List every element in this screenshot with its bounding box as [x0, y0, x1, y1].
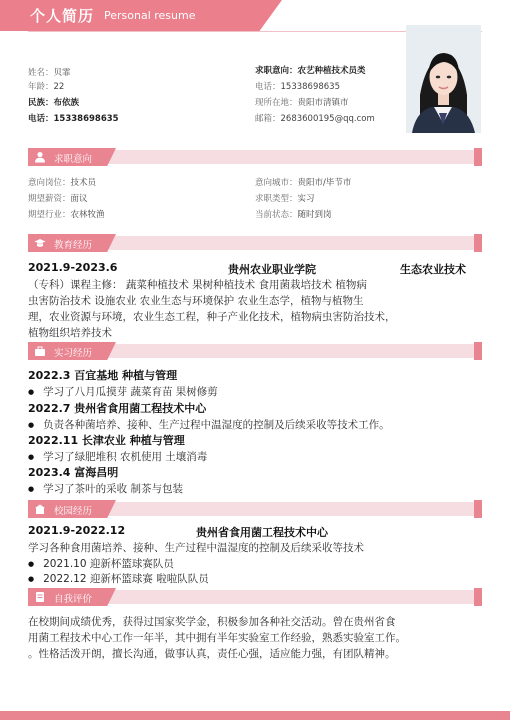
section-title: 求职意向 [54, 154, 93, 165]
position-value: 技术员 [70, 178, 97, 188]
phone-label: 电话： [28, 114, 54, 124]
position-label: 意向岗位： [28, 178, 71, 188]
email-value: 2683600195@qq.com [280, 114, 375, 124]
section-header-self-eval [28, 588, 482, 606]
address-label: 现所在地： [255, 98, 298, 108]
internship-detail: ● 学习了茶叶的采收 制茶与包装 [28, 481, 183, 496]
briefcase-icon [34, 345, 46, 357]
education-course-line: 植物组织培养技术 [28, 327, 112, 339]
footer-bar [0, 711, 510, 720]
section-title: 校园经历 [54, 506, 93, 517]
campus-organization: 贵州省食用菌工程技术中心 [196, 526, 328, 539]
phone-row [28, 112, 119, 124]
name-label: 姓名： [28, 68, 54, 78]
internship-detail: ● 负责各种菌培养、接种、生产过程中温湿度的控制及后续采收等技术工作。 [28, 417, 390, 432]
internship-detail: ● 学习了八月瓜摸芽 蔬菜育苗 果树修剪 [28, 384, 218, 399]
type-label: 求职类型： [255, 194, 298, 204]
intent-salary-row [28, 192, 88, 204]
self-eval-line: 用菌工程技术中心工作一年半，其中拥有半年实验室工作经验，熟悉实验室工作。 [28, 632, 406, 644]
section-header-intent [28, 148, 482, 166]
phone2-value: 15338698635 [280, 82, 341, 92]
section-header-internship [28, 342, 482, 360]
address-value: 贵阳市清镇市 [297, 98, 349, 108]
intent-industry-row [28, 208, 105, 220]
section-header-education [28, 234, 482, 252]
education-major: 生态农业技术 [400, 263, 466, 276]
phone2-row [255, 80, 340, 92]
profile-photo [406, 25, 481, 133]
intent-label: 求职意向： [255, 66, 298, 76]
salary-label: 期望薪资： [28, 194, 71, 204]
phone2-label: 电话： [255, 82, 281, 92]
ethnic-value: 布依族 [53, 98, 80, 108]
address-row [255, 96, 349, 108]
industry-value: 农林牧渔 [70, 210, 105, 220]
section-title: 自我评价 [54, 594, 93, 605]
internship-heading: 2022.3 百宜基地 种植与管理 [28, 369, 178, 382]
ethnic-row [28, 96, 79, 108]
education-course-line: 理，农业资源与环境，农业生态工程，种子产业化技术，植物病虫害防治技术， [28, 311, 396, 323]
self-eval-line: 。性格活泼开朗，擅长沟通，做事认真，责任心强，适应能力强，有团队精神。 [28, 648, 396, 660]
resume-subtitle: Personal resume [104, 9, 196, 22]
education-school: 贵州农业职业学院 [228, 263, 316, 276]
intent-city-row [255, 176, 351, 188]
user-icon [34, 151, 46, 163]
education-course-line: 虫害防治技术 设施农业 农业生态与环境保护 农业生态学，植物与植物生 [28, 295, 364, 307]
intent-row [255, 64, 366, 76]
intent-start-row [255, 208, 332, 220]
education-period: 2021.9-2023.6 [28, 261, 118, 274]
age-row [28, 80, 64, 92]
document-icon [34, 591, 46, 603]
internship-heading: 2023.4 富海昌明 [28, 466, 119, 479]
campus-item: ● 2021.10 迎新杯篮球赛队员 [28, 556, 174, 571]
portrait-image [406, 25, 481, 133]
internship-heading: 2022.11 长津农业 种植与管理 [28, 434, 185, 447]
intent-value: 农艺种植技术员类 [297, 66, 366, 76]
name-value: 贝霏 [53, 68, 71, 78]
industry-label: 期望行业： [28, 210, 71, 220]
phone-value: 15338698635 [53, 114, 119, 124]
section-title: 教育经历 [54, 240, 93, 251]
city-value: 贵阳市/毕节市 [297, 178, 352, 188]
name-row [28, 66, 71, 78]
city-label: 意向城市： [255, 178, 298, 188]
internship-heading: 2022.7 贵州省食用菌工程技术中心 [28, 402, 207, 415]
intent-position-row [28, 176, 96, 188]
campus-item: ● 2022.12 迎新杯篮球赛 啦啦队队员 [28, 571, 209, 586]
age-label: 年龄： [28, 82, 54, 92]
section-header-campus [28, 500, 482, 518]
type-value: 实习 [297, 194, 315, 204]
campus-period: 2021.9-2022.12 [28, 524, 126, 537]
email-row [255, 112, 375, 124]
graduation-cap-icon [34, 237, 46, 249]
start-label: 当前状态： [255, 210, 298, 220]
salary-value: 面议 [70, 194, 88, 204]
education-course-line: （专科）课程主修： 蔬菜种植技术 果树种植技术 食用菌栽培技术 植物病 [28, 279, 367, 291]
ethnic-label: 民族： [28, 98, 54, 108]
campus-description: 学习各种食用菌培养、接种、生产过程中温湿度的控制及后续采收等技术 [28, 542, 364, 554]
resume-title: 个人简历 [30, 7, 95, 25]
internship-detail: ● 学习了绿肥堆积 农机使用 土壤消毒 [28, 449, 207, 464]
age-value: 22 [53, 82, 65, 92]
intent-type-row [255, 192, 315, 204]
email-label: 邮箱： [255, 114, 281, 124]
self-eval-line: 在校期间成绩优秀，获得过国家奖学金，积极参加各种社交活动。曾在贵州省食 [28, 616, 396, 628]
section-title: 实习经历 [54, 348, 93, 359]
school-icon [34, 503, 46, 515]
start-value: 随时到岗 [297, 210, 332, 220]
